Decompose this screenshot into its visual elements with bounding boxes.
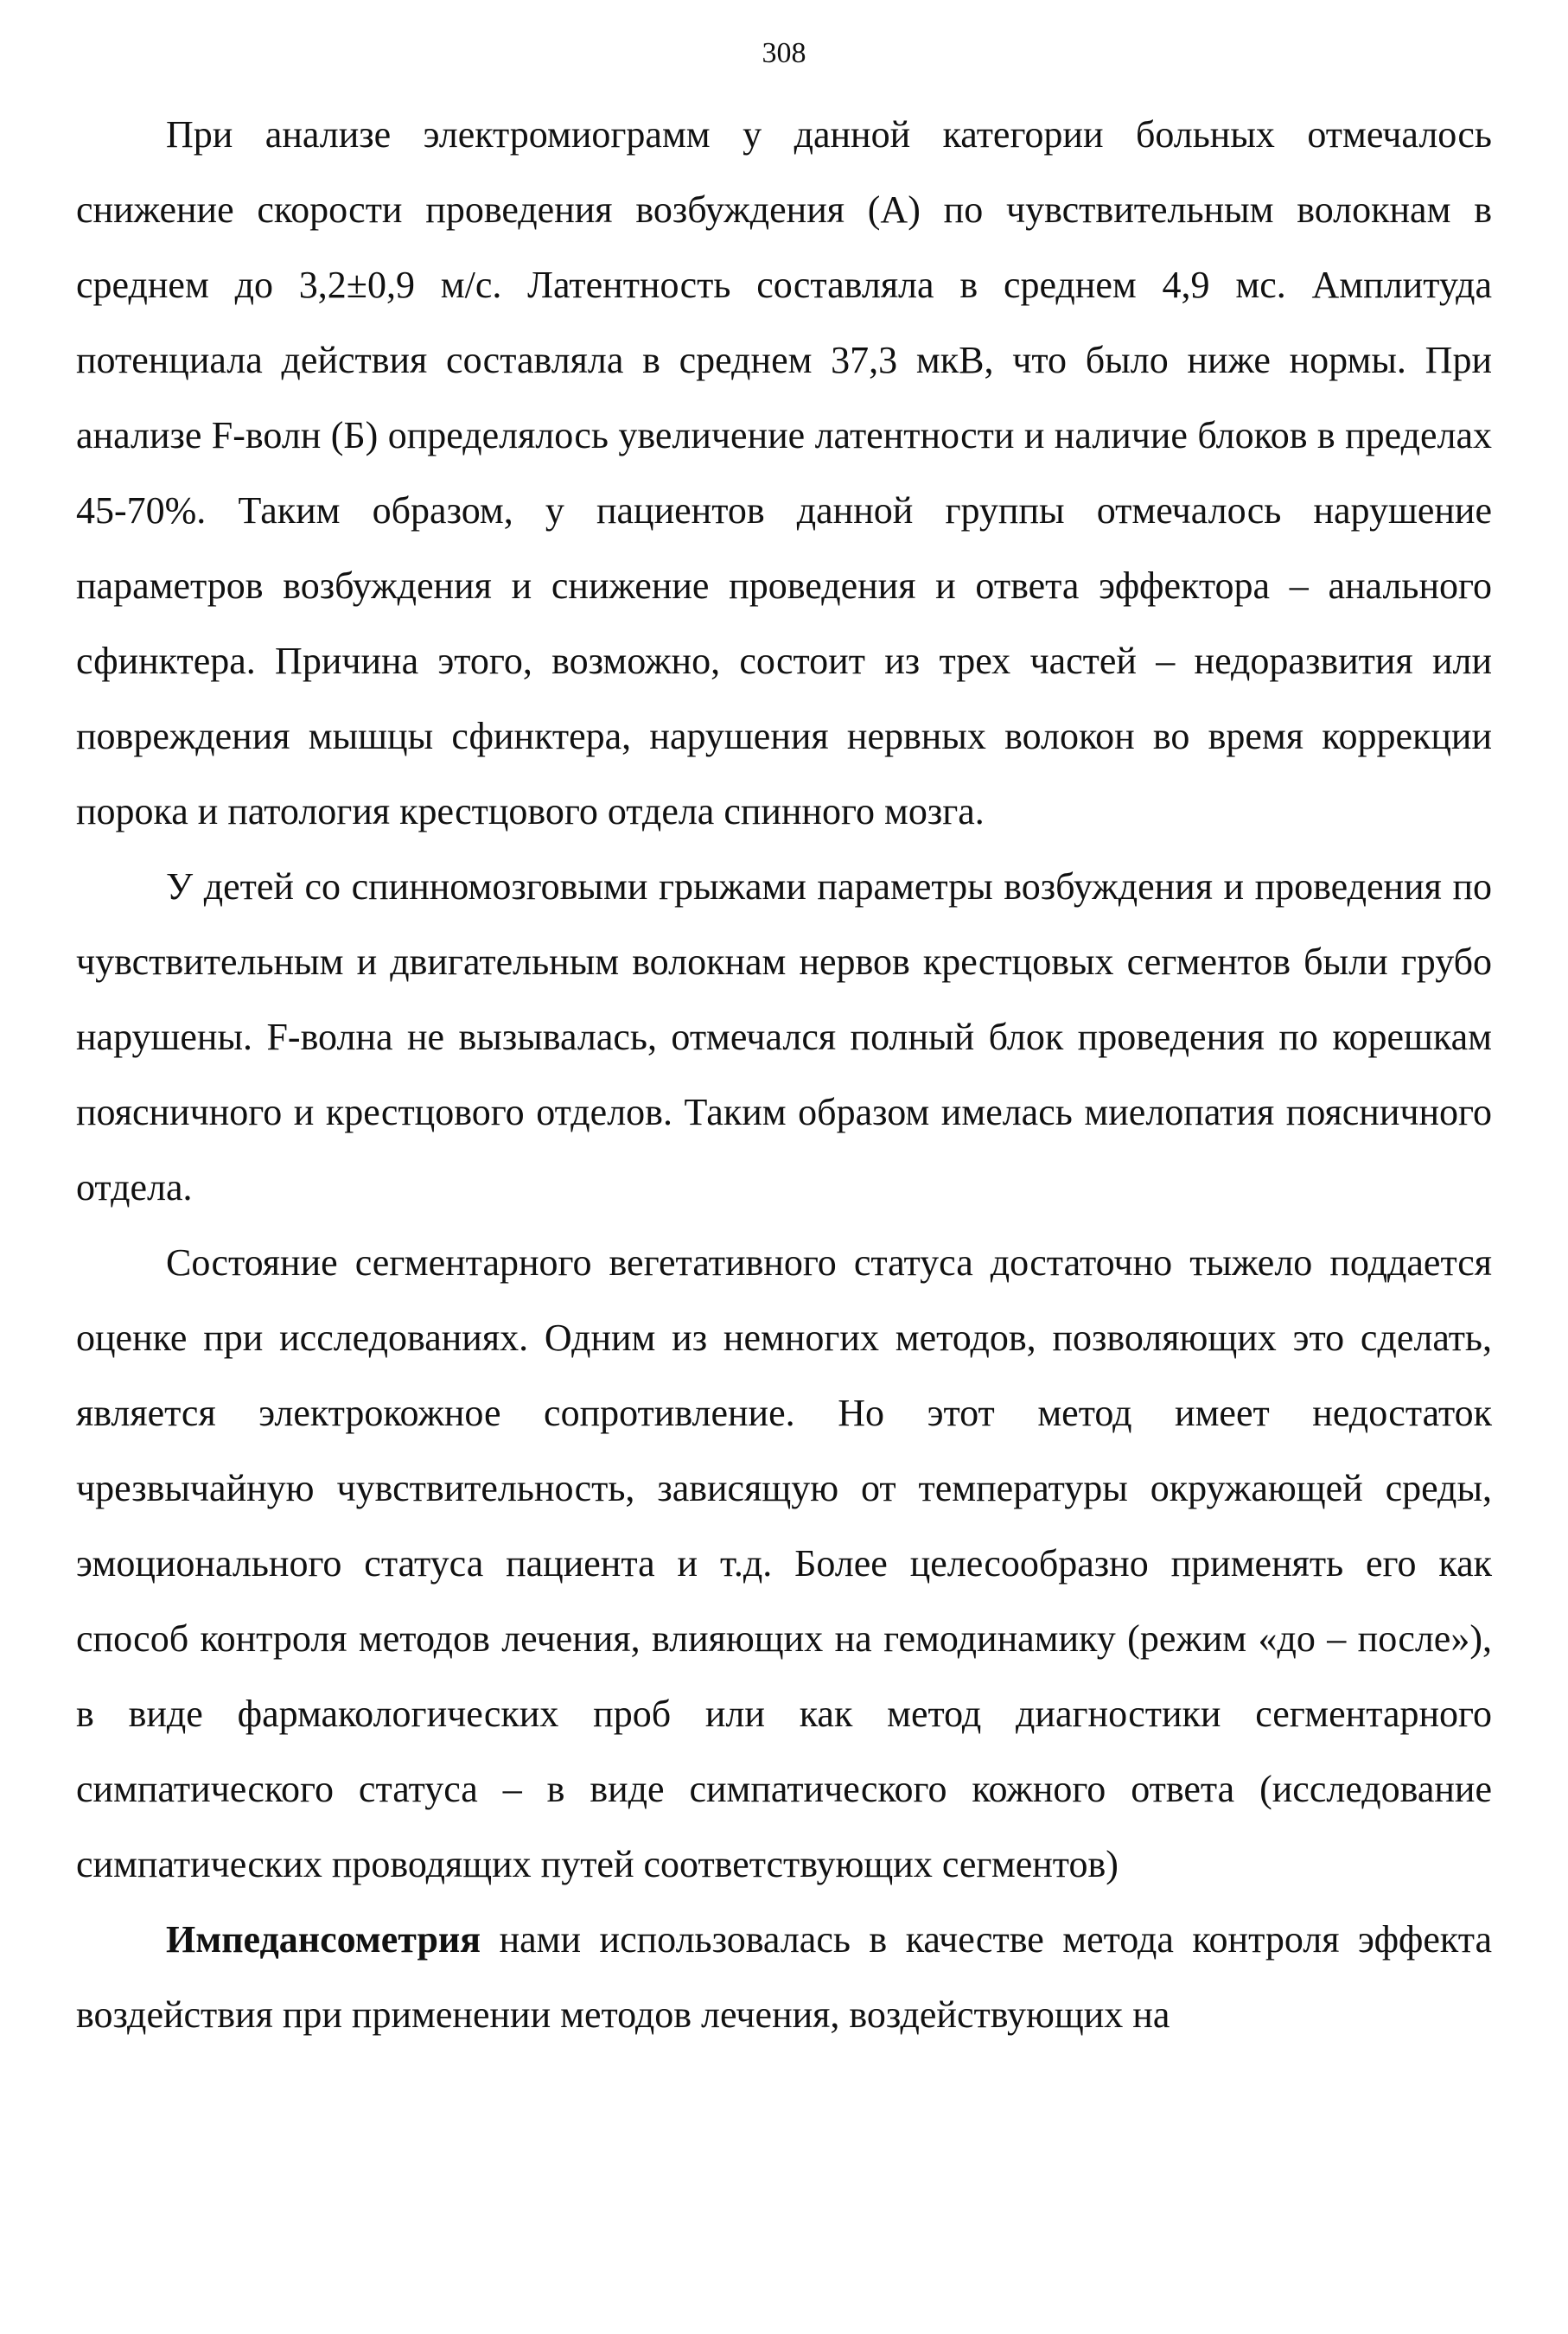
paragraph-3: Состояние сегментарного вегетативного статуса достаточно тыжело поддается оценке при исследованиях. Одним из немногих методов, позволяющих это сделать, является электрокожное сопротивление. Но этот метод имеет недостаток чрезвычайную чувствительность, зависящую от температуры окружающей среды, эмоционального статуса пациента и т.д. Более целесообразно применять его как способ контроля методов лечения, влияющих на гемодинамику (режим «до – после»), в виде фармакологических проб или как метод диагностики сегментарного симпатического статуса – в виде симпатического кожного ответа (исследование симпатических проводящих путей соответствующих сегментов)	[76, 1241, 1492, 1885]
page-number: 308	[762, 37, 806, 69]
paragraph-4-text: нами использовалась в качестве метода контроля эффекта воздействия при применении методов лечения, воздействующих на	[76, 1918, 1492, 2036]
paragraph-4	[76, 1902, 1492, 2052]
paragraph-1: При анализе электромиограмм у данной категории больных отмечалось снижение скорости проведения возбуждения (А) по чувствительным волокнам в среднем до 3,2±0,9 м/с. Латентность составляла в среднем 4,9 мс. Амплитуда потенциала действия составляла в среднем 37,3 мкВ, что было ниже нормы. При анализе F-волн (Б) определялось увеличение латентности и наличие блоков в пределах 45-70%. Таким образом, у пациентов данной группы отмечалось нарушение параметров возбуждения и снижение проведения и ответа эффектора – анального сфинктера. Причина этого, возможно, состоит из трех частей – недоразвития или повреждения мышцы сфинктера, нарушения нервных волокон во время коррекции порока и патология крестцового отдела спинного мозга.	[76, 113, 1492, 832]
body-text	[76, 97, 1492, 2052]
paragraph-2: У детей со спинномозговыми грыжами параметры возбуждения и проведения по чувствительным и двигательным волокнам нервов крестцовых сегментов были грубо нарушены. F-волна не вызывалась, отмечался полный блок проведения по корешкам поясничного и крестцового отделов. Таким образом имелась миелопатия поясничного отдела.	[76, 865, 1492, 1208]
impedancemetry-term: Импедансометрия	[166, 1918, 481, 1961]
